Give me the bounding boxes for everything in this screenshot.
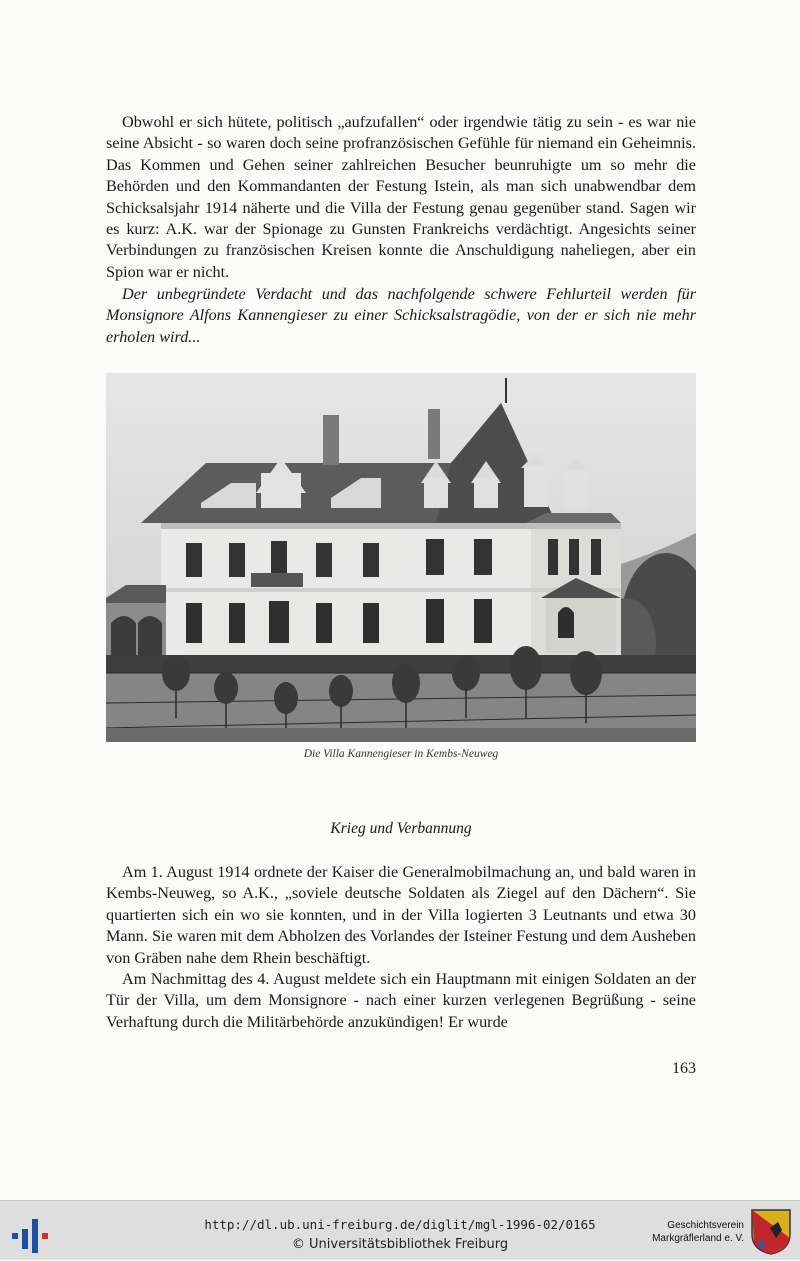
paragraph-3: Am 1. August 1914 ordnete der Kaiser die Generalmobilmachung an, und bald waren in Kembs-Neuweg, so A.K., „soviele deutsche Soldaten als Ziegel auf den Dächern“. Sie quartierten sich ein wo sie konnten, und in der Villa logierten 3 Leutnants und etwa 30 Mann. Sie waren mit dem Abholzen des Vorlandes der Isteiner Festung und dem Ausheben von Gräben nahe dem Rhein beschäftigt. (106, 863, 696, 967)
copyright-notice: © Universitätsbibliothek Freiburg (291, 1237, 509, 1252)
paragraph-4: Am Nachmittag des 4. August meldete sich ein Hauptmann mit einigen Soldaten an der Tür der Villa, um dem Monsignore - nach einer kurzen verlegenen Begrüßung - seine Verhaftung durch die Militärbehörde anzukündigen! Er wurde (106, 970, 696, 1031)
society-name-line-2: Markgräflerland e. V. (652, 1233, 744, 1244)
society-name-line-1: Geschichtsverein (667, 1220, 744, 1231)
villa-photograph (106, 373, 696, 742)
paragraph-1: Obwohl er sich hütete, politisch „aufzufallen“ oder irgendwie tätig zu sein - es war nie seine Absicht - so waren doch seine profranzösischen Gefühle für niemand ein Geheimnis. Das Kommen und Gehen seiner zahlreichen Besucher beunruhigte um so mehr die Behörden und den Kommandanten der Festung Istein, als man sich unabwendbar dem Schicksalsjahr 1914 näherte und die Villa der Festung genau gegenüber stand. Sagen wir es kurz: A.K. war der Spionage zu Gunsten Frankreichs verdächtigt. Angesichts seiner Verbindungen zu französischen Kreisen konnte die Anschuldigung naheliegen, aber ein Spion war er nicht. (106, 113, 696, 281)
society-name (620, 1219, 744, 1245)
photo-caption: Die Villa Kannengieser in Kembs-Neuweg (303, 748, 499, 760)
ub-freiburg-logo-icon[interactable] (10, 1211, 50, 1255)
section-heading: Krieg und Verbannung (330, 820, 472, 837)
coat-of-arms-icon (750, 1208, 792, 1256)
document-url-link[interactable]: http://dl.ub.uni-freiburg.de/diglit/mgl-1996-02/0165 (204, 1217, 596, 1232)
viewer-footer (0, 1200, 800, 1260)
paragraph-2-italic: Der unbegründete Verdacht und das nachfolgende schwere Fehlurteil werden für Monsignore Alfons Kannengieser zu einer Schicksalstragödie, von der er sich nie mehr erholen wird... (106, 285, 696, 346)
page-number: 163 (672, 1060, 696, 1077)
